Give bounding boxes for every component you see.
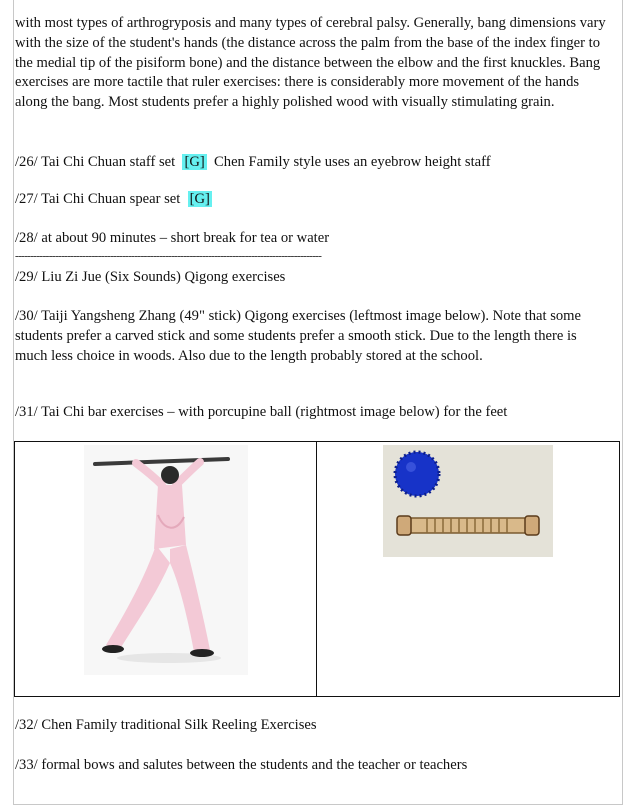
g-tag-highlight[interactable]: [G] bbox=[184, 154, 205, 170]
item-29: /29/ Liu Zi Jue (Six Sounds) Qigong exercises bbox=[15, 269, 286, 285]
g-tag-highlight[interactable]: [G] bbox=[189, 191, 210, 207]
item-28: /28/ at about 90 minutes – short break for tea or water bbox=[15, 230, 330, 246]
item-27: /27/ Tai Chi Chuan spear set [G] bbox=[15, 191, 210, 207]
item-31: /31/ Tai Chi bar exercises – with porcupine ball (rightmost image below) for the feet bbox=[15, 404, 508, 420]
paragraph-intro: with most types of arthrogryposis and many types of cerebral palsy. Generally, bang dimensions vary with the size of the student's hands (the distance across the palm from the base of the index finger to the medial tip of the pisiform bone) and the distance between the elbow and the first knuckles. Bang exercises are more tactile that ruler exercises: there is considerably more movement of the hands along the bang. Most students prefer a highly polished wood with visually stimulating grain. bbox=[15, 15, 606, 111]
item-30: /30/ Taiji Yangsheng Zhang (49" stick) Qigong exercises (leftmost image below). Note that some students prefer a carved stick and some students prefer a smooth stick. Due to the length there is much less choice in woods. Also due to the length probably stored at the school. bbox=[15, 308, 582, 364]
table-cell-right bbox=[317, 442, 619, 696]
porcupine-ball-roller-photo bbox=[383, 445, 553, 557]
image-table bbox=[14, 441, 620, 697]
item-32: /32/ Chen Family traditional Silk Reeling Exercises bbox=[15, 717, 317, 733]
item-26: /26/ Tai Chi Chuan staff set [G] Chen Family style uses an eyebrow height staff bbox=[15, 154, 491, 170]
dashed-divider: ---------------------------------------------------------------------------------------------------- bbox=[15, 250, 322, 262]
table-cell-left bbox=[15, 442, 317, 696]
item-33: /33/ formal bows and salutes between the students and the teacher or teachers bbox=[15, 757, 468, 773]
taiji-stick-photo bbox=[84, 445, 248, 675]
